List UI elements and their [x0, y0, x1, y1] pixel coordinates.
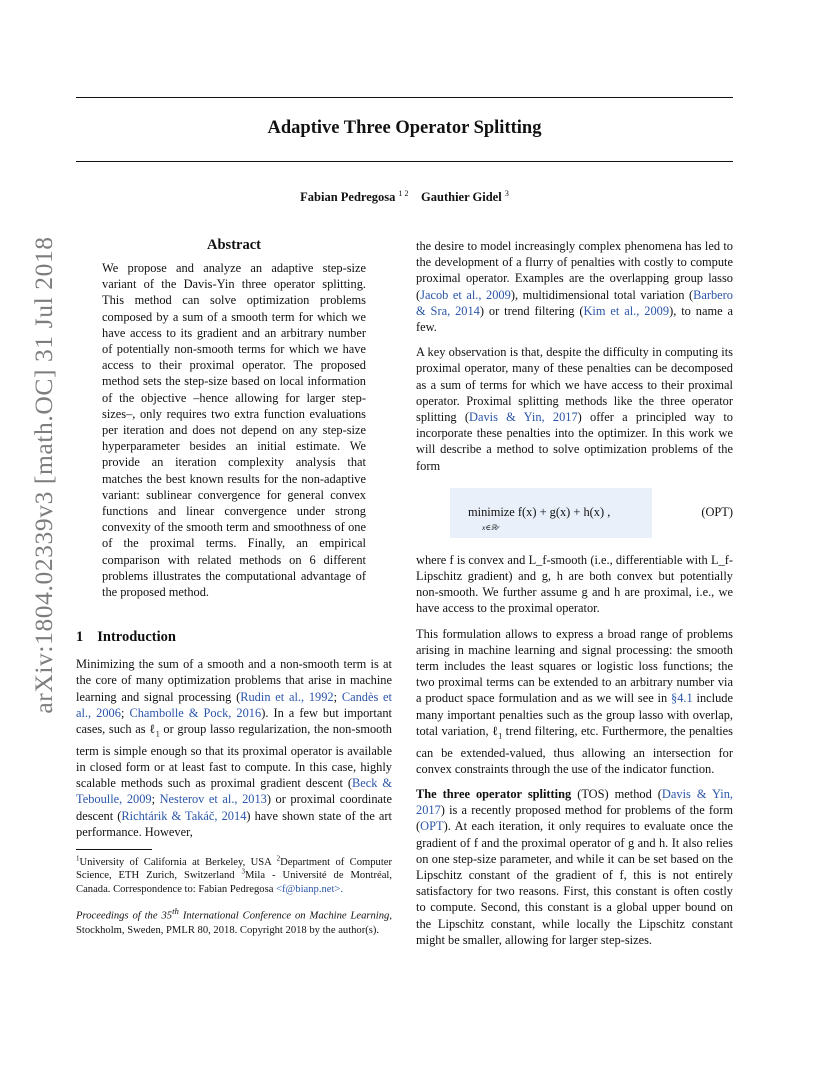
body-paragraph: The three operator splitting (TOS) method (Davis & Yin, 2017) is a recently proposed method for problems of the form (OPT). At each iteration, it only requires to evaluate once the gradient of f and the proximal operator of g and h. It also relies on one step-size parameter, and while it can be set based on the Lipschitz constant of the gradient of f, this is not entirely satisfactory for two reasons. First, this constant is often costly to compute. Second, this constant is a global upper bound on the Lipschitz constant, while locally the Lipschitz constant might be smaller, allowing for larger step-sizes.: [416, 786, 733, 947]
section-number: 1: [76, 629, 84, 646]
section-link[interactable]: §4.1: [671, 691, 693, 706]
section-title: Introduction: [97, 629, 176, 646]
footnotes: $^1$University of California at Berkeley, USA $^2$Department of Computer Science, ETH Zurich, Switzerland $^3$Mila - Université de Montréal, Canada. Correspondence to: Fabian Pedregosa <f@bianp.net>.: [76, 854, 393, 895]
body-paragraph: A key observation is that, despite the difficulty in computing its proximal operator, many of these penalties can be decomposed as a sum of terms for which we have access to their proximal operator. Proximal splitting methods like the three operator splitting (Davis & Yin, 2017) offer a principled way to incorporate these penalties into the optimizer. In this work we will describe a method to solve optimization problems of the form: [416, 345, 733, 473]
citation-link[interactable]: Davis & Yin, 2017: [469, 410, 578, 425]
abstract-heading: Abstract: [207, 237, 261, 253]
right-column: [416, 238, 733, 948]
author-affiliation: 1 2: [398, 188, 409, 198]
body-paragraph: where f is convex and L_f-smooth (i.e., differentiable with L_f-Lipschitz gradient) and g, h are both convex but potentially non-smooth. We further assume g and h are proximal, i.e., we have access to the proximal operator.: [416, 552, 733, 616]
citation-link[interactable]: Chambolle & Pock, 2016: [129, 705, 262, 720]
email-link[interactable]: <f@bianp.net>.: [276, 883, 344, 895]
section-heading-introduction: [76, 628, 392, 646]
intro-paragraph: Minimizing the sum of a smooth and a non-smooth term is at the core of many optimization problems that arise in machine learning and signal processing (Rudin et al., 1992; Candès et al., 2006; Chambolle & Pock, 2016). In a few but important cases, such as ℓ$_1$ or group lasso regularization, the non-smooth term is simple enough so that its proximal operator is available in closed form or at least fast to compute. In this case, highly scalable methods such as proximal gradient descent (Beck & Teboulle, 2009; Nesterov et al., 2013) or proximal coordinate descent (Richtárik & Takáč, 2014) have shown state of the art performance. However,: [76, 657, 393, 839]
equation-subscript: x∈ℝᵖ: [482, 522, 499, 532]
citation-link[interactable]: Barbero & Sra, 2014: [416, 287, 733, 318]
equation-opt: [416, 488, 733, 538]
left-column: [76, 236, 392, 937]
title-rule-top: [76, 97, 733, 98]
abstract-text: We propose and analyze an adaptive step-size variant of the Davis-Yin three operator splitting. This method can solve optimization problems composed by a sum of a smooth term for which we have access to its gradient and an arbitrary number of potentially non-smooth terms for which we have access to their proximal operator. The proposed method sets the step-size based on local information of the objective –hence allowing for larger step-sizes–, only requires two extra function evaluations per iteration and does not depend on any step-size hyperparameter besides an initial estimate. We provide an iteration complexity analysis that matches the best known results for the non-adaptive variant: sublinear convergence for general convex functions and linear convergence under strong convexity of the smooth term and smoothness of one of the proximal terms. Finally, an empirical comparison with related methods on 6 different problems illustrates the computational advantage of the proposed method.: [102, 261, 366, 600]
citation-link[interactable]: Candès et al., 2006: [76, 689, 392, 720]
author-list: [76, 190, 733, 205]
title-rule-bottom: [76, 161, 733, 162]
citation-link[interactable]: Davis & Yin, 2017: [416, 786, 733, 818]
author-affiliation: 3: [504, 188, 509, 198]
citation-link[interactable]: Richtárik & Takáč, 2014: [121, 808, 247, 823]
paper-title: Adaptive Three Operator Splitting: [267, 118, 542, 138]
equation-label: (OPT): [701, 504, 733, 519]
citation-link[interactable]: Beck & Teboulle, 2009: [76, 776, 393, 807]
citation-link[interactable]: Kim et al., 2009: [583, 303, 670, 318]
equation-formula: minimize f(x) + g(x) + h(x) ,: [468, 504, 611, 519]
paragraph-lead: The three operator splitting: [416, 786, 572, 801]
body-paragraph: the desire to model increasingly complex phenomena has led to the development of a flurry of penalties with costly to compute proximal operator. Examples are the overlapping group lasso (Jacob et al., 2009), multidimensional total variation (Barbero & Sra, 2014) or trend filtering (Kim et al., 2009), to name a few.: [416, 239, 733, 335]
author-name: Fabian Pedregosa: [300, 190, 396, 204]
citation-link[interactable]: Jacob et al., 2009: [420, 287, 511, 302]
citation-link[interactable]: Nesterov et al., 2013: [159, 792, 267, 807]
author-name: Gauthier Gidel: [421, 190, 502, 204]
equation-link[interactable]: OPT: [420, 819, 444, 834]
proceedings-note: Proceedings of the 35th International Conference on Machine Learning, Stockholm, Sweden, PMLR 80, 2018. Copyright 2018 by the author(s).: [76, 906, 392, 936]
footnote-rule: [76, 849, 152, 850]
body-paragraph: This formulation allows to express a broad range of problems arising in machine learning and signal processing: the smooth term includes the least squares or logistic loss functions; the two proximal terms can be extended to an arbitrary number via a product space formulation and as we will see in §4.1 include many important penalties such as the group lasso with overlap, total variation, ℓ$_1$ trend filtering, etc. Furthermore, the penalties can be extended-valued, thus allowing an intersection for convex constraints through the use of the indicator function.: [416, 626, 733, 776]
citation-link[interactable]: Rudin et al., 1992: [240, 689, 334, 704]
arxiv-id: arXiv:1804.02339v3 [math.OC] 31 Jul 2018: [29, 236, 58, 714]
